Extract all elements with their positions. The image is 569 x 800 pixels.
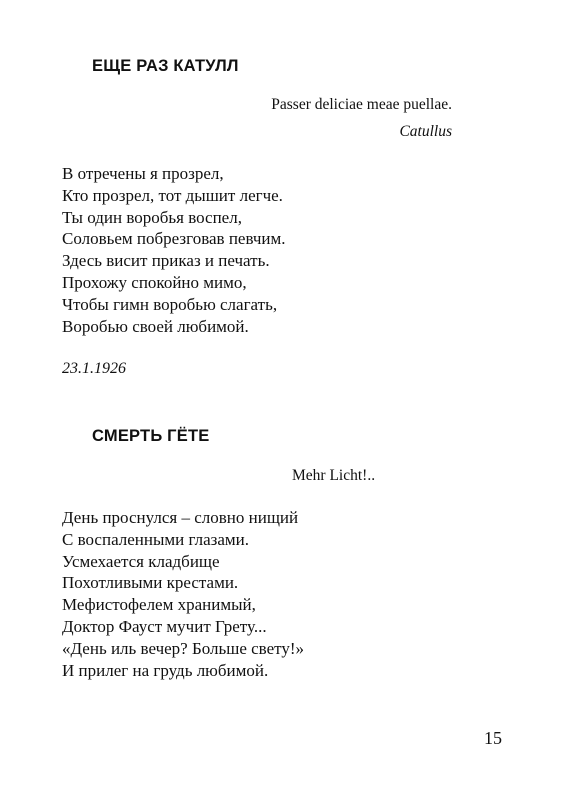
poem-date: 23.1.1926 [62, 360, 126, 377]
poem-line: Ты один воробья воспел, [62, 207, 242, 227]
poem-line: Доктор Фауст мучит Грету... [62, 616, 267, 636]
poem-line: Воробью своей любимой. [62, 316, 249, 336]
poem-stanza [62, 507, 304, 681]
poem-line: Кто прозрел, тот дышит легче. [62, 185, 283, 205]
poem-line: Мефистофелем хранимый, [62, 595, 256, 615]
poem-title: ЕЩЕ РАЗ КАТУЛЛ [92, 57, 239, 75]
poem-line: С воспаленными глазами. [62, 529, 250, 549]
epigraph-text: Passer deliciae meae puellae. [271, 96, 452, 113]
poem-line: Похотливыми крестами. [62, 573, 239, 593]
epigraph-author: Catullus [399, 123, 452, 140]
poem-title: СМЕРТЬ ГЁТЕ [92, 427, 210, 445]
epigraph-text: Mehr Licht!.. [292, 467, 376, 484]
page-number: 15 [484, 728, 502, 748]
poem-line: «День иль вечер? Больше свету!» [62, 638, 305, 658]
poem-line: В отречены я прозрел, [62, 164, 224, 183]
poem-stanza [62, 163, 286, 337]
poem-line: Соловьем побрезговав певчим. [62, 229, 286, 249]
poem-line: День проснулся – словно нищий [62, 508, 299, 527]
poem-line: Чтобы гимн воробью слагать, [62, 294, 278, 314]
poem-line: И прилег на грудь любимой. [62, 660, 269, 680]
poem-line: Усмехается кладбище [62, 551, 220, 571]
poem-line: Здесь висит приказ и печать. [62, 251, 270, 271]
poem-line: Прохожу спокойно мимо, [62, 272, 247, 292]
